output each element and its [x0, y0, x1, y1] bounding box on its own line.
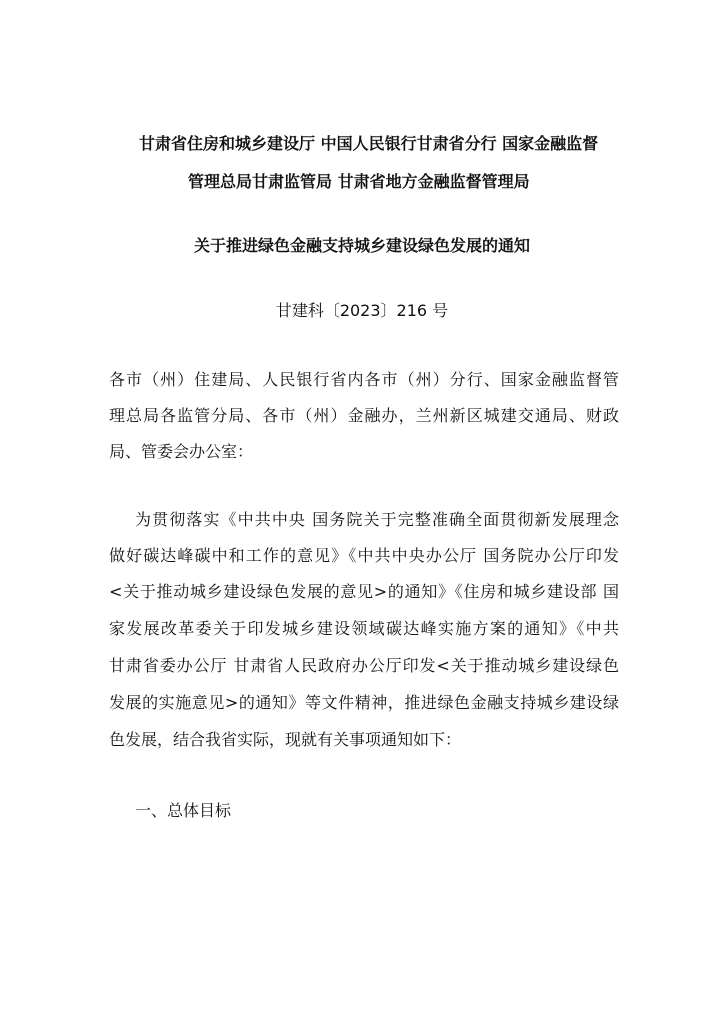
body-line-5: 甘肃省委办公厅 甘肃省人民政府办公厅印发<关于推动城乡建设绿色: [109, 656, 619, 675]
body-line-1: 为贯彻落实《中共中央 国务院关于完整准确全面贯彻新发展理念: [135, 510, 619, 529]
body-line-2: 做好碳达峰碳中和工作的意见》《中共中央办公厅 国务院办公厅印发: [109, 546, 619, 565]
document-number: 甘建科〔2023〕216 号: [275, 301, 449, 320]
document-title: 关于推进绿色金融支持城乡建设绿色发展的通知: [193, 236, 530, 255]
addressee-line-2: 理总局各监管分局、各市（州）金融办，兰州新区城建交通局、财政: [109, 406, 619, 425]
issuer-line-2: 管理总局甘肃监管局 甘肃省地方金融监督管理局: [188, 172, 530, 191]
issuer-line-1: 甘肃省住房和城乡建设厅 中国人民银行甘肃省分行 国家金融监督: [139, 134, 599, 153]
body-line-6: 发展的实施意见>的通知》等文件精神，推进绿色金融支持城乡建设绿: [109, 693, 619, 712]
body-line-3: <关于推动城乡建设绿色发展的意见>的通知》《住房和城乡建设部 国: [109, 582, 619, 601]
addressee-line-1: 各市（州）住建局、人民银行省内各市（州）分行、国家金融监督管: [109, 370, 619, 389]
addressee-line-3: 局、管委会办公室：: [109, 442, 254, 461]
section-heading: 一、总体目标: [135, 801, 232, 820]
body-line-7: 色发展，结合我省实际，现就有关事项通知如下：: [109, 730, 462, 749]
body-line-4: 家发展改革委关于印发城乡建设领域碳达峰实施方案的通知》《中共: [109, 619, 619, 638]
